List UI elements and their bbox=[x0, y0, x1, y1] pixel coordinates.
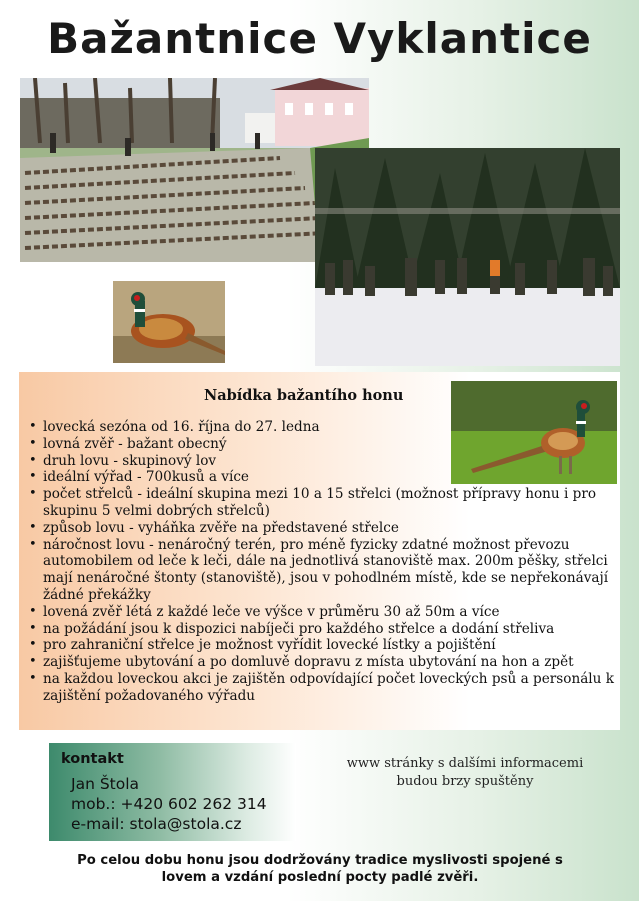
offer-item: • způsob lovu - vyháňka zvěře na představené střelce bbox=[27, 520, 615, 537]
footer-note bbox=[40, 852, 600, 886]
contact-heading: kontakt bbox=[61, 751, 124, 767]
offer-item: • náročnost lovu - nenáročný terén, pro méně fyzicky zdatné možnost převozu automobilem od leče k leči, dále na jednotlivá stanoviště max. 200m pěšky, střelci mají nenáročné štonty (stanoviště), jsou v pohodlném místě, kde se nepřekonávají žádné překážky bbox=[27, 537, 615, 604]
offer-item: • lovená zvěř létá z každé leče ve výšce v průměru 30 až 50m a více bbox=[27, 604, 615, 621]
contact-name: Jan Štola bbox=[71, 775, 140, 793]
website-note-line2: budou brzy spuštěny bbox=[396, 774, 534, 789]
contact-email: e-mail: stola@stola.cz bbox=[71, 815, 242, 833]
contact-box bbox=[49, 743, 296, 841]
offer-item: • zajišťujeme ubytování a po domluvě dopravu z místa ubytování na hon a zpět bbox=[27, 654, 615, 671]
offer-item: • počet střelců - ideální skupina mezi 10 a 15 střelci (možnost přípravy honu i pro skupinu 5 velmi dobrých střelců) bbox=[27, 486, 615, 520]
offer-item: • lovná zvěř - bažant obecný bbox=[27, 436, 448, 453]
offer-item: • druh lovu - skupinový lov bbox=[27, 453, 448, 470]
page-title: Bažantnice Vyklantice bbox=[47, 14, 592, 63]
offer-item: • ideální výřad - 700kusů a více bbox=[27, 469, 448, 486]
photo-pheasant-on-grass bbox=[451, 381, 617, 484]
footer-line1: Po celou dobu honu jsou dodržovány tradice myslivosti spojené s bbox=[77, 853, 563, 868]
offer-heading: Nabídka bažantího honu bbox=[204, 387, 404, 404]
website-note-line1: www stránky s dalšími informacemi bbox=[346, 756, 584, 771]
website-note bbox=[330, 755, 600, 791]
offer-item: • na každou loveckou akci je zajištěn odpovídající počet loveckých psů a personálu k zajištění požadovaného výřadu bbox=[27, 671, 615, 705]
offer-item: • na požádání jsou k dispozici nabíječi pro každého střelce a dodání střeliva bbox=[27, 621, 615, 638]
photo-pheasant-small bbox=[113, 281, 225, 363]
offer-item: • lovecká sezóna od 16. října do 27. ledna bbox=[27, 419, 448, 436]
offer-item: • pro zahraniční střelce je možnost vyřídit lovecké lístky a pojištění bbox=[27, 637, 615, 654]
contact-phone: mob.: +420 602 262 314 bbox=[71, 795, 267, 813]
footer-line2: lovem a vzdání poslední pocty padlé zvěři. bbox=[161, 870, 479, 885]
photo-hunters-in-snow bbox=[315, 148, 620, 366]
